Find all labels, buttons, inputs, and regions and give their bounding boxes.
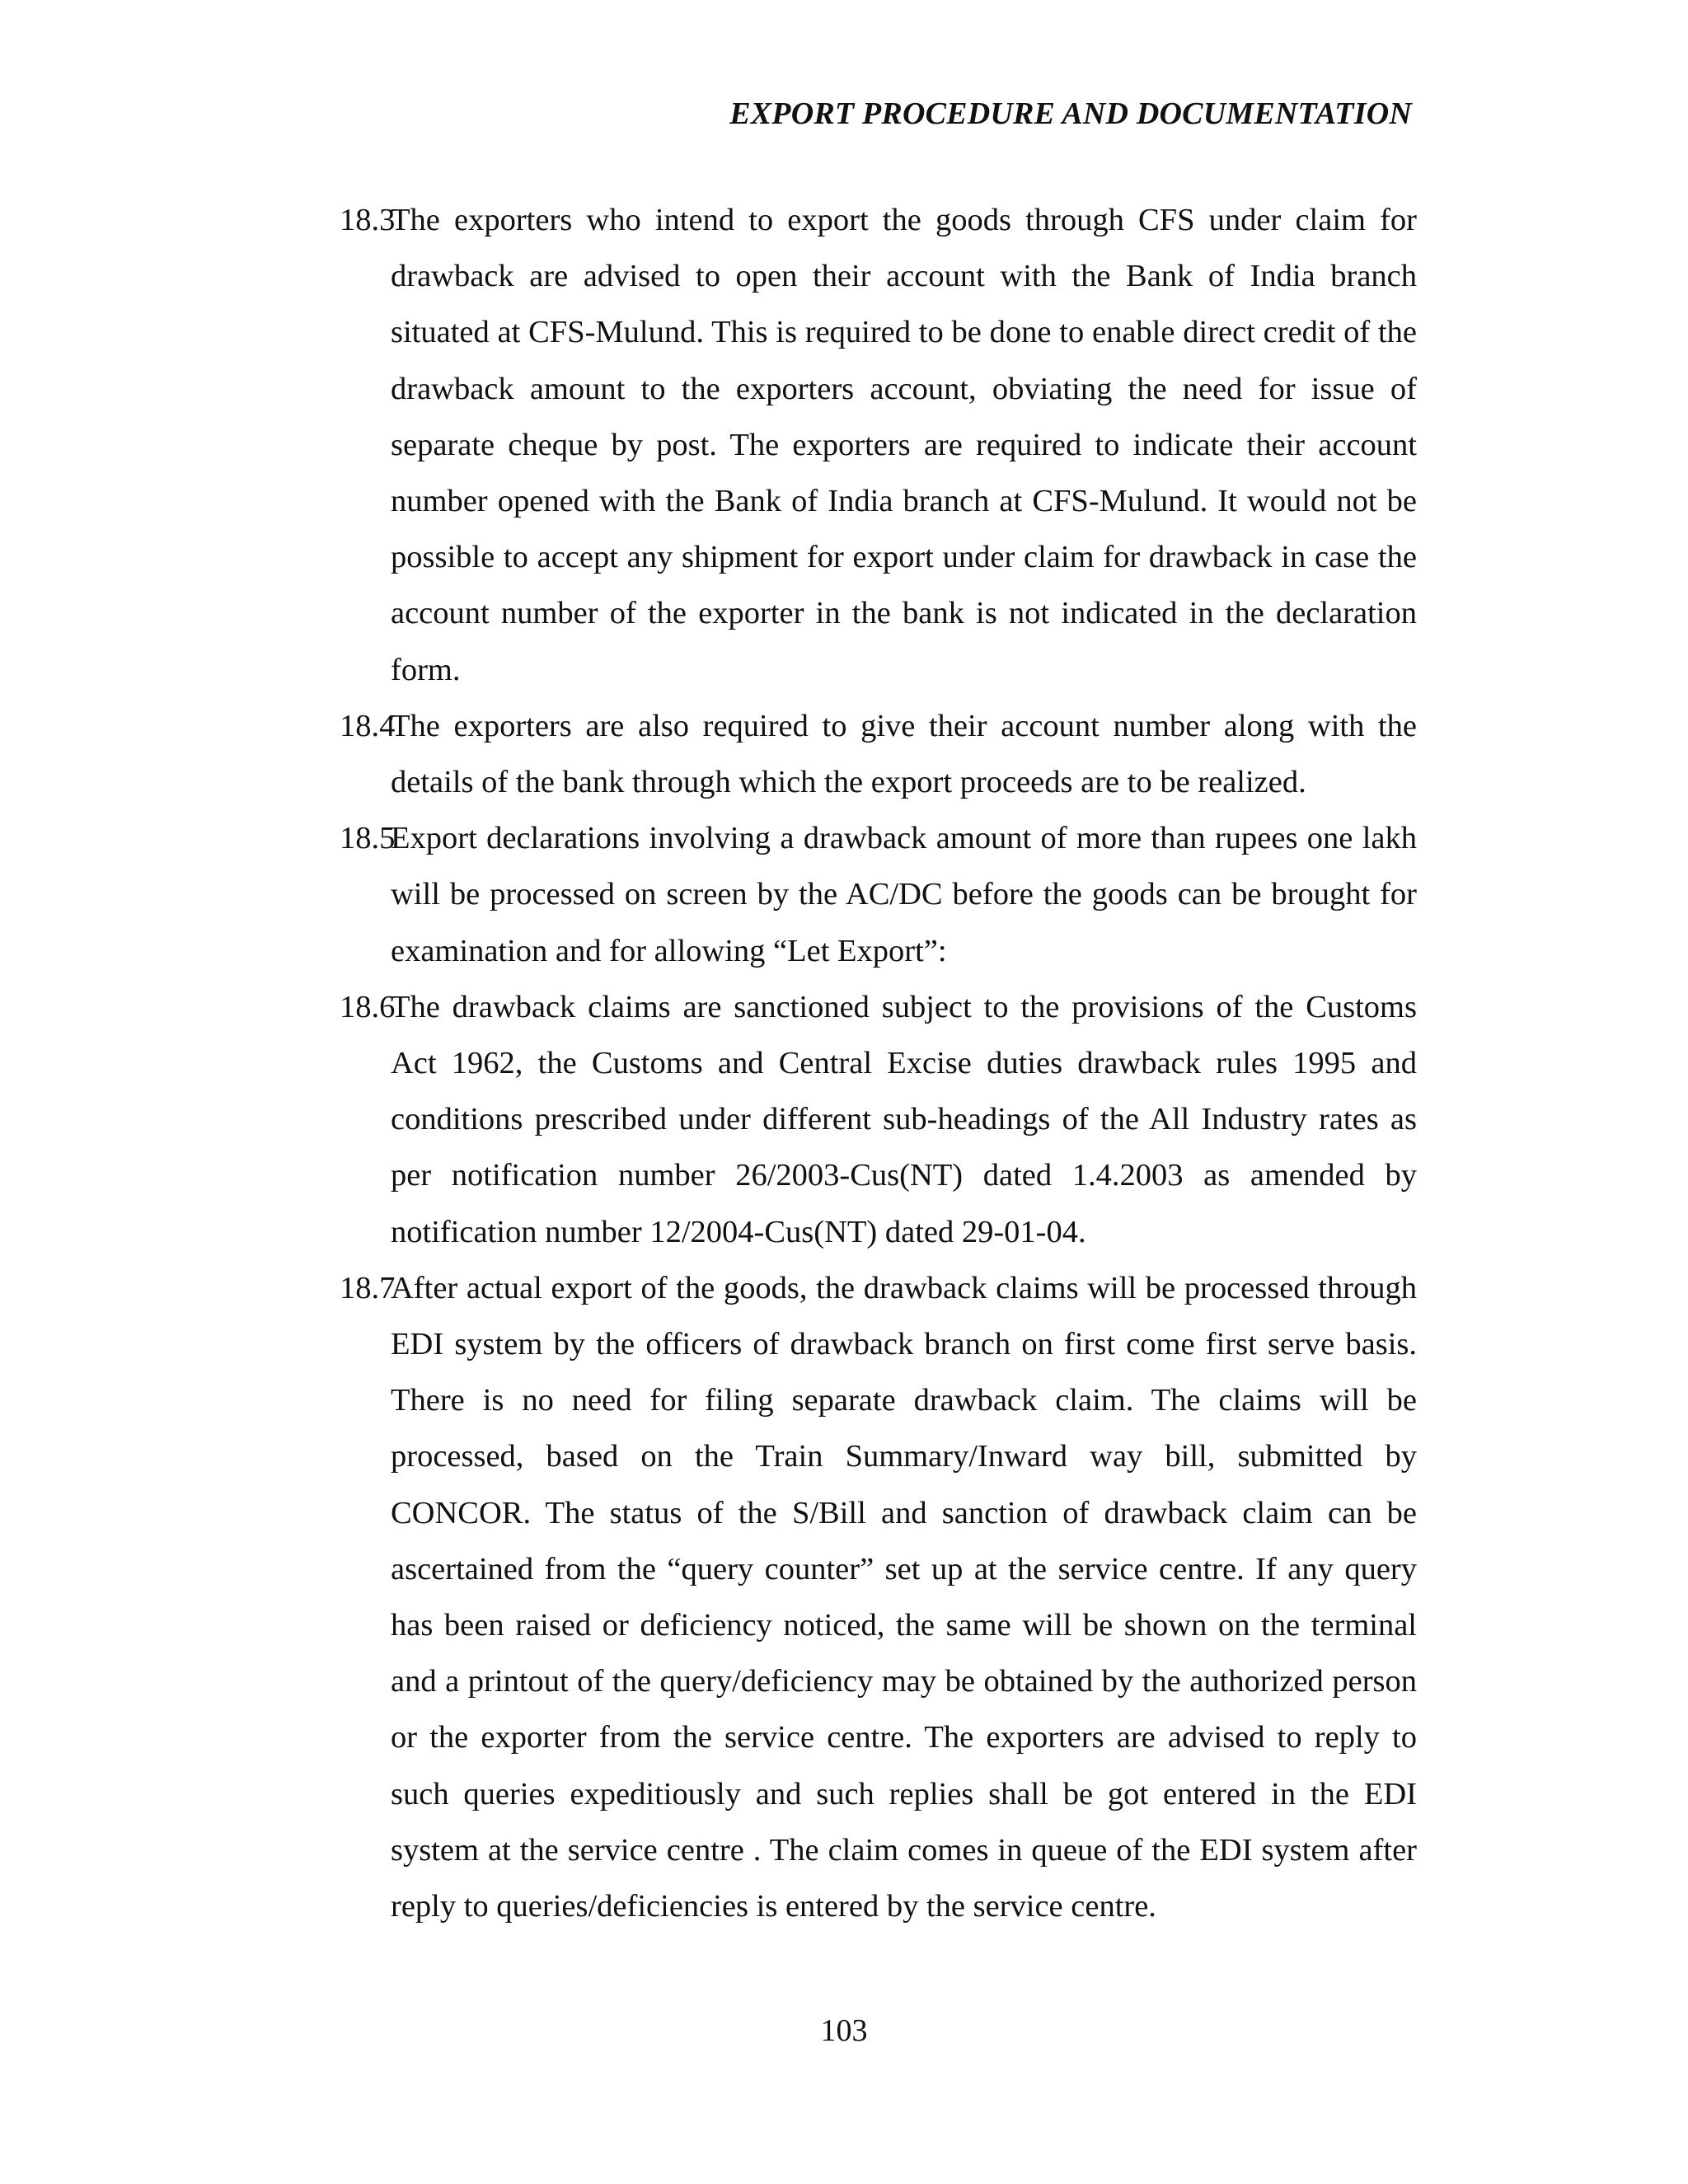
paragraph-18-6 [340, 979, 1417, 1260]
paragraph-text: The drawback claims are sanctioned subject to the provisions of the Customs Act 1962, the Customs and Central Excise duties drawback rules 1995 and conditions prescribed under different sub-headings of the All Industry rates as per notification number 26/2003-Cus(NT) dated 1.4.2003 as amended by notification number 12/2004-Cus(NT) dated 29-01-04. [391, 989, 1417, 1249]
paragraph-number: 18.5 [340, 821, 396, 856]
paragraph-number: 18.4 [340, 708, 396, 743]
paragraph-text: The exporters are also required to give their account number along with the details of the bank through which the export proceeds are to be realized. [391, 708, 1417, 800]
page-number: 103 [820, 2013, 868, 2048]
paragraph-text: Export declarations involving a drawback amount of more than rupees one lakh will be processed on screen by the AC/DC before the goods can be brought for examination and for allowing “Let Export”: [391, 821, 1417, 968]
paragraph-18-5 [340, 810, 1417, 979]
paragraph-18-3 [340, 192, 1417, 698]
paragraph-18-7 [340, 1260, 1417, 1934]
document-body [340, 192, 1417, 1934]
running-header-title: EXPORT PROCEDURE AND DOCUMENTATION [729, 96, 1412, 131]
paragraph-number: 18.6 [340, 989, 396, 1024]
paragraph-number: 18.7 [340, 1270, 396, 1305]
paragraph-text: After actual export of the goods, the drawback claims will be processed through EDI system by the officers of drawback branch on first come first serve basis. There is no need for filing separate drawback claim. The claims will be processed, based on the Train Summary/Inward way bill, submitted by CONCOR. The status of the S/Bill and sanction of drawback claim can be ascertained from the “query counter” set up at the service centre. If any query has been raised or deficiency noticed, the same will be shown on the terminal and a printout of the query/deficiency may be obtained by the authorized person or the exporter from the service centre. The exporters are advised to reply to such queries expeditiously and such replies shall be got entered in the EDI system at the service centre . The claim comes in queue of the EDI system after reply to queries/deficiencies is entered by the service centre. [391, 1270, 1417, 1924]
paragraph-number: 18.3 [340, 203, 396, 237]
paragraph-text: The exporters who intend to export the goods through CFS under claim for drawback are advised to open their account with the Bank of India branch situated at CFS-Mulund. This is required to be done to enable direct credit of the drawback amount to the exporters account, obviating the need for issue of separate cheque by post. The exporters are required to indicate their account number opened with the Bank of India branch at CFS-Mulund. It would not be possible to accept any shipment for export under claim for drawback in case the account number of the exporter in the bank is not indicated in the declaration form. [391, 203, 1417, 687]
paragraph-18-4 [340, 698, 1417, 810]
